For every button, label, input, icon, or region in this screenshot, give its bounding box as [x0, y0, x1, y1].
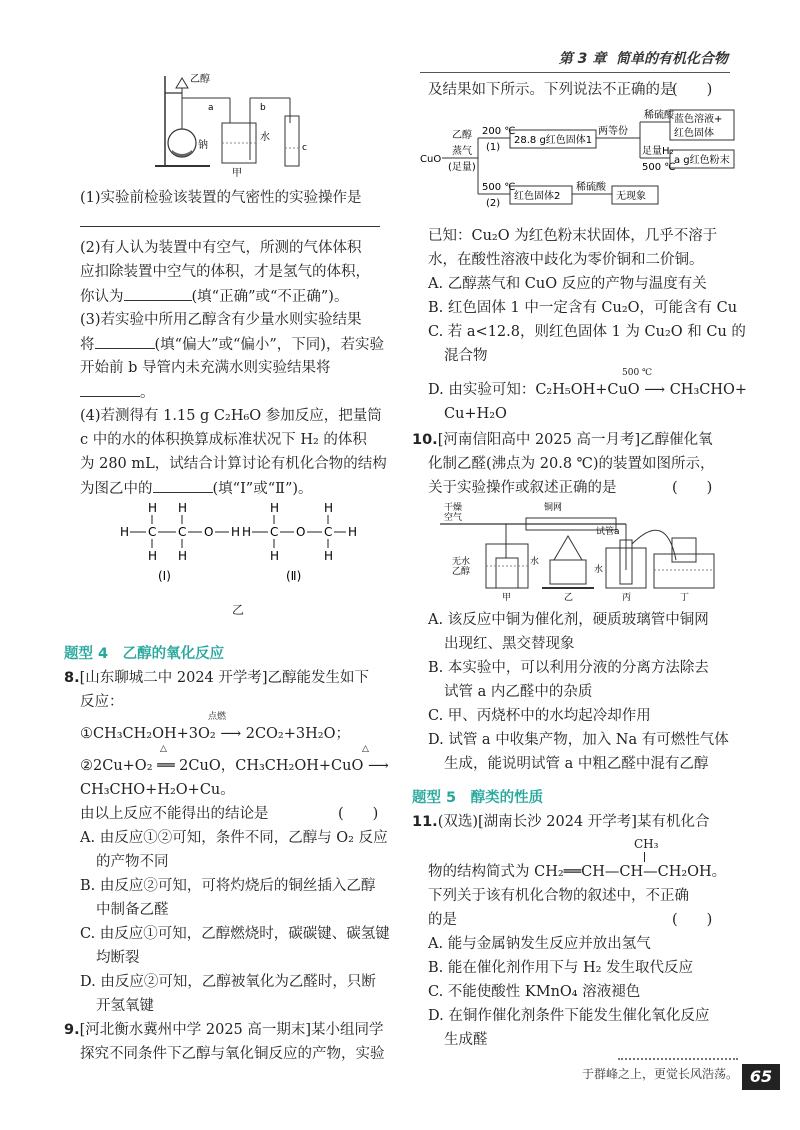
q9-option-d-cont: Cu+H₂O — [444, 406, 507, 422]
q10-option-c[interactable]: C. 甲、丙烧杯中的水均起冷却作用 — [428, 708, 651, 724]
atom-h: H — [178, 501, 188, 515]
fig2-water-1: 水 — [530, 557, 540, 567]
label-jia: 甲 — [232, 168, 242, 179]
flow-t500: 500 ℃ — [482, 182, 516, 193]
label-I: (Ⅰ) — [158, 569, 171, 583]
label-b: b — [260, 103, 266, 113]
known-line-2: 水，在酸性溶液中歧化为零价铜和二价铜。 — [428, 252, 704, 268]
q10-option-d-cont: 生成，能说明试管 a 中粗乙醛中混有乙醇 — [444, 756, 709, 772]
known-line-1: 已知：Cu₂O 为红色粉末状固体，几乎不溶于 — [428, 228, 718, 244]
q11-tag: (双选) — [437, 814, 479, 830]
q10-source: [河南信阳高中 2025 高一月考] — [437, 432, 641, 448]
q10-answer-paren[interactable]: ( ) — [672, 480, 713, 496]
q10-option-b[interactable]: B. 本实验中，可以利用分液的分离方法除去 — [428, 660, 709, 676]
fig2-yi: 乙 — [564, 593, 574, 602]
header-rule — [420, 72, 730, 73]
flow-solid2: 红色固体2 — [514, 191, 561, 202]
q9-option-a[interactable]: A. 乙醇蒸气和 CuO 反应的产物与温度有关 — [428, 276, 707, 292]
q-part3b-post: (填“偏大”或“偏小”，下同)，若实验 — [154, 337, 384, 353]
flow-cuo: CuO — [420, 154, 442, 165]
q9-line-3: 及结果如下所示。下列说法不正确的是 — [428, 82, 675, 98]
atom-h: H — [324, 501, 334, 515]
atom-h: H — [270, 549, 280, 563]
q-part3d-post: 。 — [140, 385, 155, 401]
q11-line-1 — [412, 812, 709, 832]
q11-source: [湖南长沙 2024 开学考] — [478, 814, 637, 830]
q8-option-c[interactable]: C. 由反应①可知，乙醇燃烧时，碳碳键、碳氢键 — [80, 926, 390, 942]
q11-text-a: 某有机化合 — [636, 814, 710, 830]
q10-line-3: 关于实验操作或叙述正确的是 — [428, 480, 617, 496]
q-part3b — [80, 334, 384, 355]
q8-reaction-1: ①CH₃CH₂OH+3O₂ ⟶ 2CO₂+3H₂O； — [80, 726, 350, 742]
q8-line-1 — [64, 668, 369, 688]
q11-line-3: 下列关于该有机化合物的叙述中，不正确 — [428, 888, 689, 904]
flow-blue2: 红色固体 — [674, 128, 714, 139]
q10-apparatus-figure — [426, 500, 726, 602]
q9-number: 9. — [64, 1022, 80, 1038]
atom-h: H — [324, 549, 334, 563]
q9-option-c[interactable]: C. 若 a<12.8，则红色固体 1 为 Cu₂O 和 Cu 的 — [428, 324, 746, 340]
flow-split: 两等份 — [598, 126, 628, 137]
flow-powder: a g红色粉末 — [674, 155, 730, 166]
footer-motto: 于群峰之上，更觉长风浩荡。 — [581, 1067, 738, 1081]
q11-option-a[interactable]: A. 能与金属钠发生反应并放出氢气 — [428, 936, 651, 952]
blank-2[interactable] — [124, 286, 192, 301]
flow-t200: 200 ℃ — [482, 126, 516, 137]
q8-option-b-cont: 中制备乙醛 — [96, 902, 169, 918]
label-c: c — [302, 143, 307, 153]
q11-option-c[interactable]: C. 不能使酸性 KMnO₄ 溶液褪色 — [428, 984, 641, 1000]
structure-II — [242, 501, 357, 583]
flow-excess: (足量) — [448, 162, 476, 173]
q8-ask: 由以上反应不能得出的结论是 — [80, 806, 269, 822]
chapter-number: 第 3 章 — [558, 51, 607, 67]
label-II: (Ⅱ) — [286, 569, 302, 583]
atom-c: C — [270, 525, 279, 539]
q10-option-a[interactable]: A. 该反应中铜为催化剂，硬质玻璃管中铜网 — [428, 612, 709, 628]
flow-t500b: 500 ℃ — [642, 162, 676, 173]
q11-number: 11. — [412, 814, 438, 830]
q8-option-d[interactable]: D. 由反应②可知，乙醇被氧化为乙醛时，只断 — [80, 974, 376, 990]
fig2-bing: 丙 — [622, 593, 632, 602]
atom-h: H — [270, 501, 280, 515]
q9-flowchart — [420, 108, 740, 216]
q10-option-a-cont: 出现红、黑交替现象 — [444, 636, 575, 652]
fig2-ding: 丁 — [680, 593, 690, 602]
q8-answer-paren[interactable]: ( ) — [338, 806, 379, 822]
q-part2b: 应扣除装置中空气的体积，才是氢气的体积， — [80, 264, 370, 280]
fig2-air2: 空气 — [444, 513, 463, 523]
q8-reaction-2b: CH₃CHO+H₂O+Cu。 — [80, 782, 235, 798]
q9-option-b[interactable]: B. 红色固体 1 中一定含有 Cu₂O，可能含有 Cu — [428, 300, 738, 316]
label-ethanol: 乙醇 — [190, 74, 210, 85]
chapter-header — [559, 48, 728, 68]
q9-option-d-cond: 500 ℃ — [622, 368, 653, 378]
q-part1: (1)实验前检验该装置的气密性的实验操作是 — [80, 190, 362, 206]
structure-figure-yi — [120, 498, 360, 593]
q8-source: [山东聊城二中 2024 开学考] — [79, 670, 268, 686]
q10-option-b-cont: 试管 a 内乙醛中的杂质 — [444, 684, 593, 700]
q8-line-2: 反应： — [80, 694, 124, 710]
section-title-5: 题型 5 醇类的性质 — [412, 790, 544, 806]
q-part4c: 为 280 mL，试结合计算讨论有机化合物的结构 — [80, 456, 387, 472]
flow-s1: (1) — [486, 142, 501, 153]
q8-reaction-2-cond-b: △ — [362, 744, 369, 754]
q9-text-a: 某小组同学 — [311, 1022, 384, 1038]
q9-answer-paren[interactable]: ( ) — [672, 82, 713, 98]
fig2-water-2: 水 — [594, 565, 604, 575]
q11-line-2: 物的结构简式为 CH₂══CH—CH—CH₂OH。 — [428, 864, 727, 880]
q8-option-a-cont: 的产物不同 — [96, 854, 169, 870]
atom-o: O — [204, 525, 214, 539]
structure-caption: 乙 — [232, 603, 245, 617]
q10-line-2: 化制乙醛(沸点为 20.8 ℃)的装置如图所示， — [428, 456, 715, 472]
page-number: 65 — [742, 1064, 780, 1090]
flow-s2: (2) — [486, 198, 501, 209]
blank-4[interactable] — [153, 478, 213, 493]
q-part4a: (4)若测得有 1.15 g C₂H₆O 参加反应，把量筒 — [80, 408, 382, 424]
atom-c: C — [178, 525, 187, 539]
q-part4b: c 中的水的体积换算成标准状况下 H₂ 的体积 — [80, 432, 367, 448]
q11-ch3-branch: CH₃ — [634, 837, 659, 851]
fig2-anhyd2: 乙醇 — [452, 567, 471, 577]
fig2-mesh: 铜网 — [544, 503, 563, 513]
q-part3d — [80, 382, 155, 403]
q11-answer-paren[interactable]: ( ) — [672, 912, 713, 928]
q9-option-d[interactable]: D. 由实验可知：C₂H₅OH+CuO ⟶ CH₃CHO+ — [428, 382, 748, 398]
q11-option-b[interactable]: B. 能在催化剂作用下与 H₂ 发生取代反应 — [428, 960, 694, 976]
atom-h: H — [148, 501, 158, 515]
q-part4d-post: (填“Ⅰ”或“Ⅱ”)。 — [212, 481, 313, 497]
flow-vapor: 蒸气 — [452, 146, 472, 157]
q8-number: 8. — [64, 670, 80, 686]
flow-ethanol: 乙醇 — [452, 130, 472, 141]
label-water: 水 — [260, 132, 270, 143]
q8-reaction-1-cond: 点燃 — [208, 712, 227, 722]
atom-h: H — [348, 525, 358, 539]
label-a: a — [208, 103, 214, 113]
footer-dots — [618, 1058, 738, 1060]
q11-option-d[interactable]: D. 在铜作催化剂条件下能发生催化氧化反应 — [428, 1008, 710, 1024]
flow-h2: 足量H₂ — [642, 146, 674, 157]
q-part3a: (3)若实验中所用乙醇含有少量水则实验结果 — [80, 312, 362, 328]
answer-line-1[interactable] — [80, 212, 380, 227]
fig2-jia: 甲 — [502, 593, 512, 602]
atom-h: H — [178, 549, 188, 563]
q8-option-a[interactable]: A. 由反应①②可知，条件不同，乙醇与 O₂ 反应 — [80, 830, 388, 846]
q9-source: [河北衡水冀州中学 2025 高一期末] — [79, 1022, 312, 1038]
structure-I — [120, 501, 240, 583]
q10-line-1 — [412, 430, 713, 450]
q-part2a: (2)有人认为装置中有空气，所测的气体体积 — [80, 240, 362, 256]
q11-line-4: 的是 — [428, 912, 457, 928]
label-sodium: 钠 — [198, 140, 208, 151]
q8-reaction-2: ②2Cu+O₂ ══ 2CuO，CH₃CH₂OH+CuO ⟶ — [80, 758, 389, 774]
q-part4d-pre: 为图乙中的 — [80, 481, 153, 497]
q11-branch-bond — [644, 852, 645, 862]
atom-h: H — [148, 549, 158, 563]
fig2-air1: 干燥 — [444, 503, 463, 513]
flow-none: 无现象 — [616, 191, 646, 202]
apparatus-figure-jia — [150, 68, 330, 180]
atom-h: H — [231, 525, 241, 539]
q8-option-b[interactable]: B. 由反应②可知，可将灼烧后的铜丝插入乙醇 — [80, 878, 376, 894]
flow-solid1: 28.8 g红色固体1 — [514, 135, 593, 146]
fig2-anhyd1: 无水 — [452, 557, 471, 567]
q11-option-d-cont: 生成醛 — [444, 1032, 488, 1048]
q-part2c-pre: 你认为 — [80, 289, 124, 305]
atom-c: C — [324, 525, 333, 539]
q-part3b-pre: 将 — [80, 337, 95, 353]
q-part3c: 开始前 b 导管内未充满水则实验结果将 — [80, 360, 331, 376]
q10-text-a: 乙醇催化氧 — [640, 432, 713, 448]
q9-line-2: 探究不同条件下乙醇与氧化铜反应的产物，实验 — [80, 1046, 385, 1062]
blank-3b[interactable] — [80, 382, 140, 397]
fig2-tube: 试管a — [596, 527, 620, 537]
atom-o: O — [296, 525, 306, 539]
q-part2c-post: (填“正确”或“不正确”)。 — [191, 289, 349, 305]
q-part2c — [80, 286, 348, 307]
flow-acid: 稀硫酸 — [644, 110, 674, 121]
q9-option-c-cont: 混合物 — [444, 348, 488, 364]
flow-acid2: 稀硫酸 — [576, 182, 606, 193]
section-title-4: 题型 4 乙醇的氧化反应 — [64, 646, 225, 662]
q8-text-a: 乙醇能发生如下 — [267, 670, 370, 686]
q-part4d — [80, 478, 313, 499]
q10-number: 10. — [412, 432, 438, 448]
atom-h: H — [242, 525, 252, 539]
q8-option-d-cont: 开氢氧键 — [96, 998, 154, 1014]
q8-option-c-cont: 均断裂 — [96, 950, 140, 966]
q9-line-1 — [64, 1020, 384, 1040]
atom-h: H — [120, 525, 130, 539]
atom-c: C — [148, 525, 157, 539]
flow-blue1: 蓝色溶液+ — [674, 114, 723, 125]
q10-option-d[interactable]: D. 试管 a 中收集产物，加入 Na 有可燃性气体 — [428, 732, 729, 748]
q8-reaction-2-cond: △ — [160, 744, 167, 754]
chapter-title: 简单的有机化合物 — [616, 51, 728, 67]
blank-3a[interactable] — [95, 334, 155, 349]
